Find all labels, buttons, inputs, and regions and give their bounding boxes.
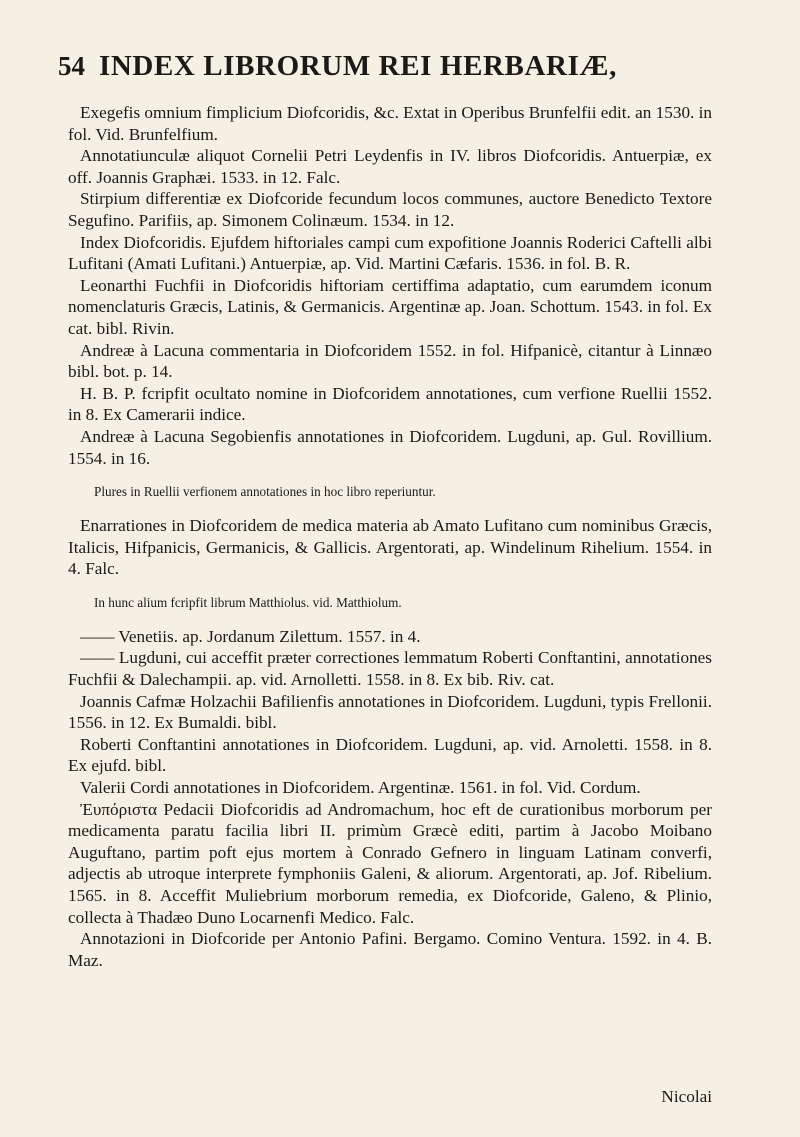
entry-text: Enarrationes in Diofcoridem de medica materia ab Amato Lufitano cum nominibus Græcis, Italicis, Hifpanicis, Germanicis, & Gallicis. Argentorati, ap. Windelinum Rihelium. 1554. in 4. Falc. [68, 516, 712, 579]
entry-text: Joannis Cafmæ Holzachii Bafilienfis annotationes in Diofcoridem. Lugduni, typis Frellonii. 1556. in 12. Ex Bumaldi. bibl. [68, 691, 712, 733]
entry-note: In hunc alium fcripfit librum Matthiolus. vid. Matthiolum. [94, 594, 402, 610]
page-header [58, 50, 712, 92]
catchword: Nicolai [661, 1087, 712, 1106]
entry-text: Roberti Conftantini annotationes in Diofcoridem. Lugduni, ap. vid. Arnoletti. 1558. in 8. Ex ejufd. bibl. [68, 734, 712, 776]
entry-text: Leonarthi Fuchfii in Diofcoridis hiftoriam certiffima adaptatio, cum earumdem iconum nomenclaturis Græcis, Latinis, & Germanicis. Argentinæ ap. Joan. Schottum. 1543. in fol. Ex cat. bibl. Rivin. [68, 275, 712, 338]
entry-text: Exegefis omnium fimplicium Diofcoridis, &c. Extat in Operibus Brunfelfii edit. an 1530. in fol. Vid. Brunfelfium. [68, 103, 713, 144]
entry-text: Stirpium differentiæ ex Diofcoride fecundum locos communes, auctore Benedicto Textore Segufino. Parifiis, ap. Simonem Colinæum. 1534. in 12. [68, 189, 712, 230]
entry-text: Annotazioni in Diofcoride per Antonio Pafini. Bergamo. Comino Ventura. 1592. in 4. B. Maz. [68, 929, 712, 970]
running-head: INDEX LIBRORUM REI HERBARIÆ, [99, 50, 617, 82]
entry-text: —— Venetiis. ap. Jordanum Zilettum. 1557. in 4. [80, 626, 421, 646]
page-number: 54 [58, 51, 85, 81]
bibliography-entries [62, 102, 712, 971]
entry-text: Index Diofcoridis. Ejufdem hiftoriales campi cum expofitione Joannis Roderici Caftelli albi Lufitani (Amati Lufitani.) Antuerpiæ, ap. Vid. Martini Cæfaris. 1536. in fol. B. R. [68, 232, 712, 274]
entry-text: —— Lugduni, cui acceffit præter correctiones lemmatum Roberti Conftantini, annotationes Fuchfii & Dalechampii. ap. vid. Arnolletti. 1558. in 8. Ex bib. Riv. cat. [68, 648, 712, 690]
entry-text: H. B. P. fcripfit ocultato nomine in Diofcoridem annotationes, cum verfione Ruellii 1552. in 8. Ex Camerarii indice. [68, 383, 712, 425]
entry-text: Valerii Cordi annotationes in Diofcoridem. Argentinæ. 1561. in fol. Vid. Cordum. [80, 778, 641, 798]
entry-text: Andreæ à Lacuna Segobienfis annotationes in Diofcoridem. Lugduni, ap. Gul. Rovillium. 1554. in 16. [68, 426, 712, 468]
entry-text: Ἐυπόριστα Pedacii Diofcoridis ad Andromachum, hoc eft de curationibus morborum per medicamenta paratu facilia libri II. primùm Græcè editi, partim à Jacobo Moibano Auguftano, partim poft ejus mortem à Conrado Gefnero in linguam Latinam converfi, adjectis ab utroque interprete fymphoniis Galeni, & aliorum. Argentorati, ap. Jof. Ribelium. 1565. in 8. Acceffit Muliebrium morborum remedia, ex Diofcoride, Galeno, & Plinio, collecta à Thadæo Duno Locarnenfi Medico. Falc. [68, 799, 712, 927]
entry-note: Plures in Ruellii verfionem annotationes in hoc libro reperiuntur. [94, 484, 436, 500]
entry-text: Andreæ à Lacuna commentaria in Diofcoridem 1552. in fol. Hifpanicè, citantur à Linnæo bibl. bot. p. 14. [68, 340, 712, 382]
entry-text: Annotatiunculæ aliquot Cornelii Petri Leydenfis in IV. libros Diofcoridis. Antuerpiæ, ex off. Joannis Graphæi. 1533. in 12. Falc. [68, 146, 712, 187]
